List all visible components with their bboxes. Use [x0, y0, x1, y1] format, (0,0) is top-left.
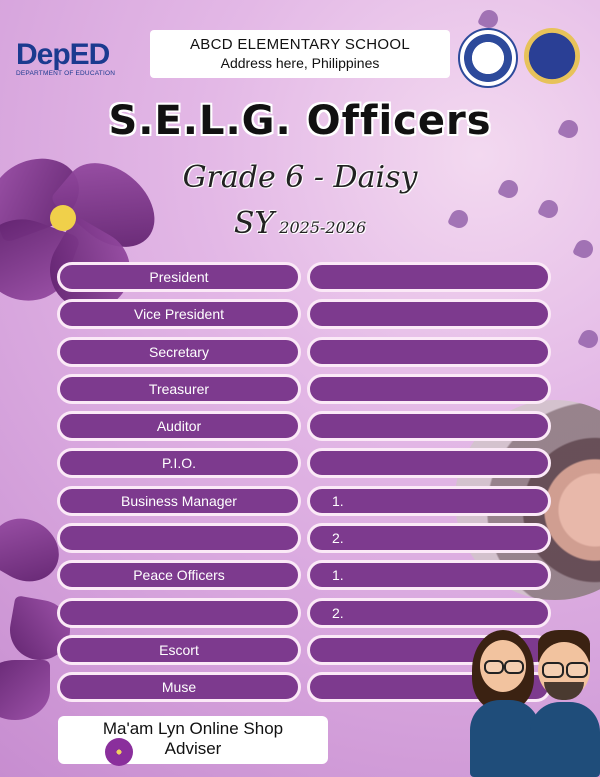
name-cell: [307, 299, 551, 329]
table-row: [57, 523, 553, 560]
school-banner: [150, 30, 450, 78]
position-cell: Business Manager: [57, 486, 301, 516]
school-year: [0, 206, 600, 241]
position-cell: Auditor: [57, 411, 301, 441]
position-cell: [57, 523, 301, 553]
position-cell: President: [57, 262, 301, 292]
position-cell: P.I.O.: [57, 448, 301, 478]
position-cell: Treasurer: [57, 374, 301, 404]
adviser-box: [58, 716, 328, 764]
name-cell: 1.: [307, 486, 551, 516]
position-cell: Escort: [57, 635, 301, 665]
name-cell: [307, 262, 551, 292]
name-cell: [307, 411, 551, 441]
name-cell: [307, 374, 551, 404]
name-cell: 2.: [307, 523, 551, 553]
deped-seal-icon: [458, 28, 518, 88]
deped-logo: [16, 40, 126, 80]
table-row: [57, 262, 553, 299]
name-cell: 2.: [307, 598, 551, 628]
position-cell: Peace Officers: [57, 560, 301, 590]
orchid-icon: [105, 738, 133, 766]
table-row: [57, 337, 553, 374]
table-row: [57, 299, 553, 336]
page-title: S.E.L.G. Officers: [108, 98, 492, 144]
teacher-male-illustration: [530, 630, 600, 777]
deped-logo-text: DepED: [16, 38, 110, 71]
table-row: [57, 411, 553, 448]
name-cell: [307, 337, 551, 367]
table-row: [57, 486, 553, 523]
small-flower-icon: [575, 240, 593, 258]
position-cell: Vice President: [57, 299, 301, 329]
small-flower-icon: [480, 10, 498, 28]
table-row: [57, 560, 553, 597]
adviser-name: Ma'am Lyn Online Shop: [102, 719, 284, 738]
name-cell: [307, 448, 551, 478]
table-row: [57, 374, 553, 411]
position-cell: [57, 598, 301, 628]
small-flower-icon: [580, 330, 598, 348]
name-cell: 1.: [307, 560, 551, 590]
position-cell: Muse: [57, 672, 301, 702]
school-name: ABCD ELEMENTARY SCHOOL: [190, 36, 410, 53]
position-cell: Secretary: [57, 337, 301, 367]
table-row: [57, 448, 553, 485]
adviser-role: Adviser: [164, 739, 222, 758]
page-subtitle: Grade 6 - Daisy: [182, 160, 418, 195]
deped-logo-subtext: DEPARTMENT OF EDUCATION: [16, 70, 116, 77]
school-address: Address here, Philippines: [220, 55, 380, 71]
school-seal-icon: [524, 28, 580, 84]
school-year-value: 2025-2026: [279, 218, 367, 237]
school-year-label: SY: [233, 206, 275, 241]
